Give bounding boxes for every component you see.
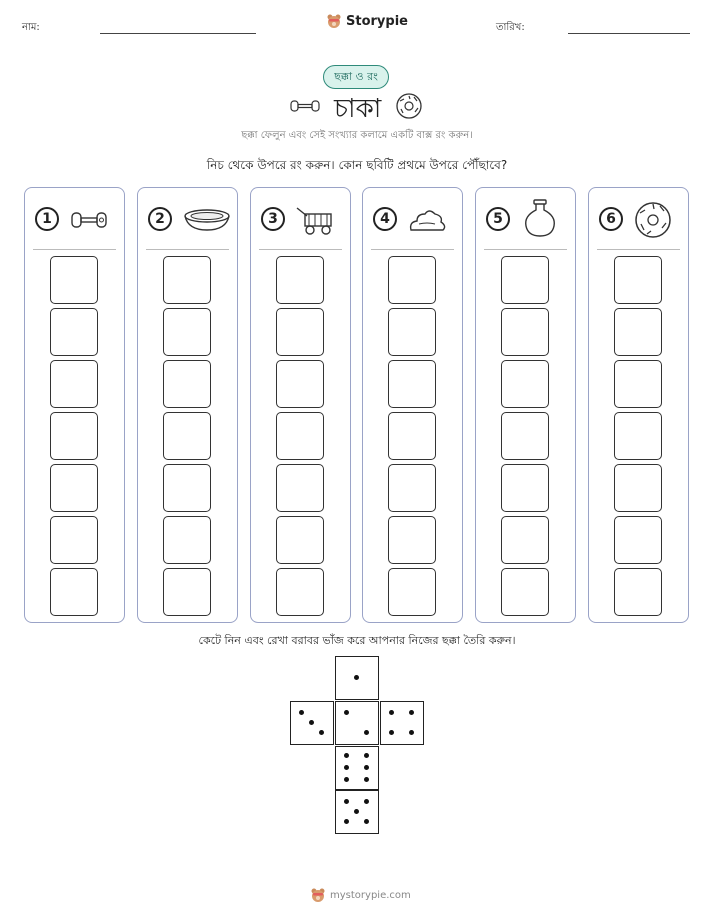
color-box[interactable] — [614, 568, 662, 616]
die-pip — [364, 765, 369, 770]
column-number: 4 — [373, 207, 397, 231]
cut-instruction: কেটে নিন এবং রেখা বরাবর ভাঁজ করে আপনার নিজের ছক্কা তৈরি করুন। — [198, 634, 516, 647]
die-face-2 — [335, 701, 379, 745]
color-box[interactable] — [163, 256, 211, 304]
color-box[interactable] — [163, 516, 211, 564]
die-pip — [319, 730, 324, 735]
date-label: তারিখ: — [496, 22, 525, 33]
color-box[interactable] — [614, 360, 662, 408]
name-label: নাম: — [22, 22, 40, 33]
die-pip — [364, 777, 369, 782]
color-box[interactable] — [50, 412, 98, 460]
color-box[interactable] — [276, 256, 324, 304]
color-box[interactable] — [276, 308, 324, 356]
dough-icon — [407, 202, 447, 238]
color-box[interactable] — [501, 360, 549, 408]
color-box[interactable] — [614, 464, 662, 512]
die-face-4 — [380, 701, 424, 745]
color-box[interactable] — [276, 516, 324, 564]
dumbbell-icon — [290, 98, 320, 114]
color-box[interactable] — [50, 308, 98, 356]
die-pip — [344, 753, 349, 758]
color-box[interactable] — [276, 568, 324, 616]
bear-icon — [326, 13, 342, 29]
color-box[interactable] — [388, 256, 436, 304]
color-box[interactable] — [276, 412, 324, 460]
die-face-1 — [335, 656, 379, 700]
column-number: 5 — [486, 207, 510, 231]
column-divider — [484, 249, 567, 250]
column-number: 3 — [261, 207, 285, 231]
bear-icon — [310, 887, 326, 903]
footer-url[interactable]: mystorypie.com — [330, 889, 411, 901]
die-pip — [364, 730, 369, 735]
color-box[interactable] — [50, 464, 98, 512]
donut-icon — [395, 92, 423, 120]
color-box[interactable] — [163, 360, 211, 408]
color-box[interactable] — [163, 412, 211, 460]
color-box[interactable] — [388, 412, 436, 460]
column-1 — [24, 187, 125, 623]
die-pip — [389, 730, 394, 735]
donut-icon — [633, 200, 673, 240]
color-box[interactable] — [163, 568, 211, 616]
color-box[interactable] — [501, 308, 549, 356]
color-box[interactable] — [163, 464, 211, 512]
die-pip — [344, 819, 349, 824]
die-pip — [344, 710, 349, 715]
color-box[interactable] — [388, 464, 436, 512]
column-divider — [33, 249, 116, 250]
color-box[interactable] — [50, 568, 98, 616]
date-line[interactable] — [568, 33, 690, 34]
column-5 — [475, 187, 576, 623]
color-box[interactable] — [614, 412, 662, 460]
color-box[interactable] — [388, 516, 436, 564]
column-divider — [597, 249, 680, 250]
color-box[interactable] — [501, 464, 549, 512]
column-4 — [362, 187, 463, 623]
column-3 — [250, 187, 351, 623]
color-box[interactable] — [163, 308, 211, 356]
color-box[interactable] — [388, 360, 436, 408]
color-box[interactable] — [276, 360, 324, 408]
column-number: 1 — [35, 207, 59, 231]
die-face-5 — [335, 790, 379, 834]
die-pip — [344, 777, 349, 782]
wagon-icon — [295, 202, 335, 238]
die-pip — [309, 720, 314, 725]
die-pip — [354, 809, 359, 814]
bowl-icon — [182, 202, 232, 238]
die-pip — [354, 675, 359, 680]
die-pip — [409, 730, 414, 735]
category-badge: ছক্কা ও রং — [323, 65, 389, 89]
vase-icon — [520, 198, 560, 238]
color-box[interactable] — [50, 516, 98, 564]
brand-name: Storypie — [346, 13, 408, 29]
die-net — [290, 656, 424, 834]
column-number: 2 — [148, 207, 172, 231]
die-pip — [409, 710, 414, 715]
die-pip — [344, 799, 349, 804]
brand-logo — [326, 13, 408, 29]
color-box[interactable] — [501, 516, 549, 564]
column-divider — [259, 249, 342, 250]
page-title: চাকা — [334, 94, 382, 124]
die-pip — [389, 710, 394, 715]
column-divider — [146, 249, 229, 250]
die-pip — [299, 710, 304, 715]
color-box[interactable] — [388, 568, 436, 616]
name-line[interactable] — [100, 33, 256, 34]
die-pip — [364, 753, 369, 758]
dumbbell-icon — [69, 202, 109, 238]
footer — [310, 887, 411, 903]
color-box[interactable] — [501, 256, 549, 304]
column-2 — [137, 187, 238, 623]
die-face-3 — [290, 701, 334, 745]
die-face-6 — [335, 746, 379, 790]
color-box[interactable] — [50, 360, 98, 408]
color-box[interactable] — [501, 568, 549, 616]
column-number: 6 — [599, 207, 623, 231]
die-pip — [344, 765, 349, 770]
color-box[interactable] — [276, 464, 324, 512]
instruction: নিচ থেকে উপরে রং করুন। কোন ছবিটি প্রথমে উপরে পৌঁছাবে? — [206, 158, 508, 172]
color-box[interactable] — [501, 412, 549, 460]
column-divider — [371, 249, 454, 250]
subtitle: ছক্কা ফেলুন এবং সেই সংখ্যার কলামে একটি বাক্স রং করুন। — [241, 130, 473, 141]
color-box[interactable] — [614, 308, 662, 356]
die-pip — [364, 819, 369, 824]
column-6 — [588, 187, 689, 623]
color-box[interactable] — [614, 256, 662, 304]
die-pip — [364, 799, 369, 804]
color-box[interactable] — [50, 256, 98, 304]
color-box[interactable] — [388, 308, 436, 356]
color-box[interactable] — [614, 516, 662, 564]
